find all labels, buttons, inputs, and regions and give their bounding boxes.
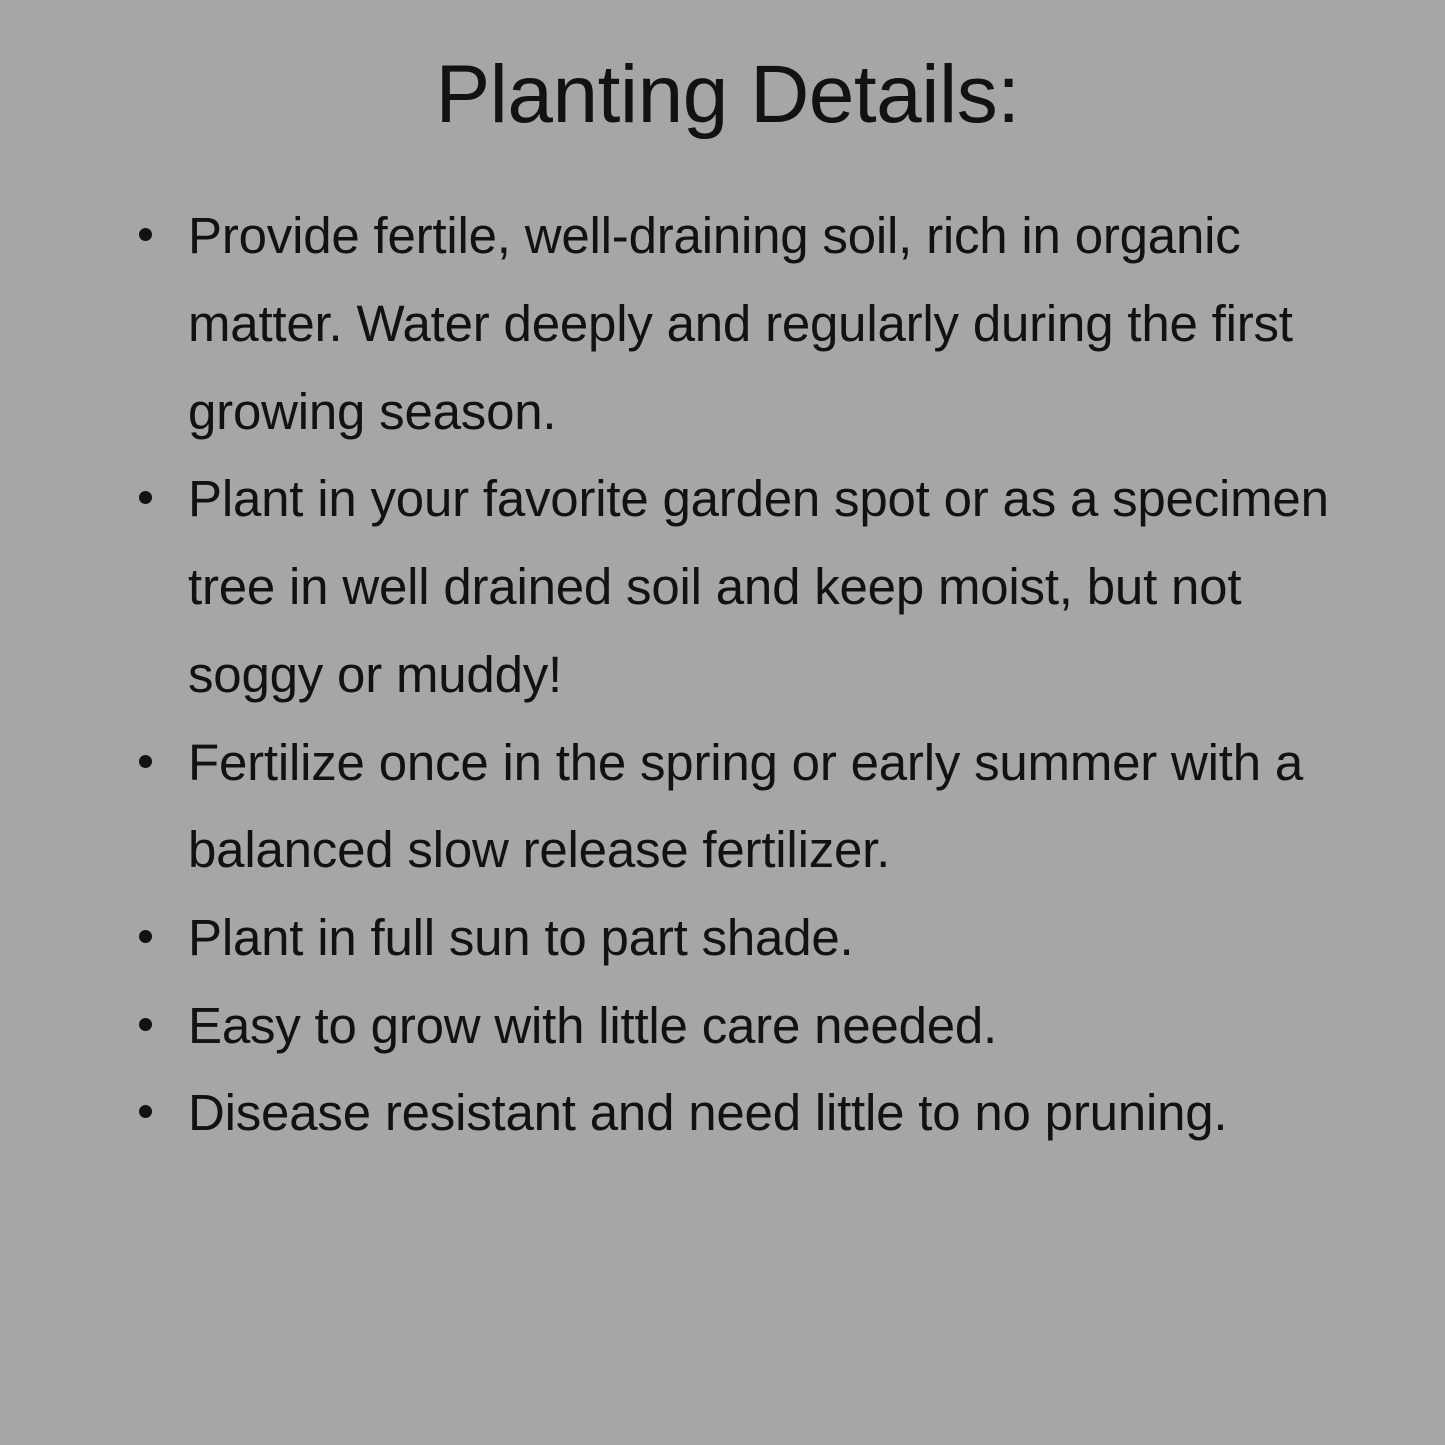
page-title: Planting Details: — [435, 49, 1020, 140]
list-item: Plant in full sun to part shade. — [135, 894, 1355, 982]
list-item: Disease resistant and need little to no pruning. — [135, 1069, 1355, 1157]
list-item: Easy to grow with little care needed. — [135, 982, 1355, 1070]
planting-details-list — [60, 192, 1385, 1157]
list-item: Provide fertile, well-draining soil, rich in organic matter. Water deeply and regularly during the first growing season. — [135, 192, 1355, 455]
list-item: Fertilize once in the spring or early summer with a balanced slow release fertilizer. — [135, 719, 1355, 894]
list-item: Plant in your favorite garden spot or as a specimen tree in well drained soil and keep moist, but not soggy or muddy! — [135, 455, 1355, 718]
